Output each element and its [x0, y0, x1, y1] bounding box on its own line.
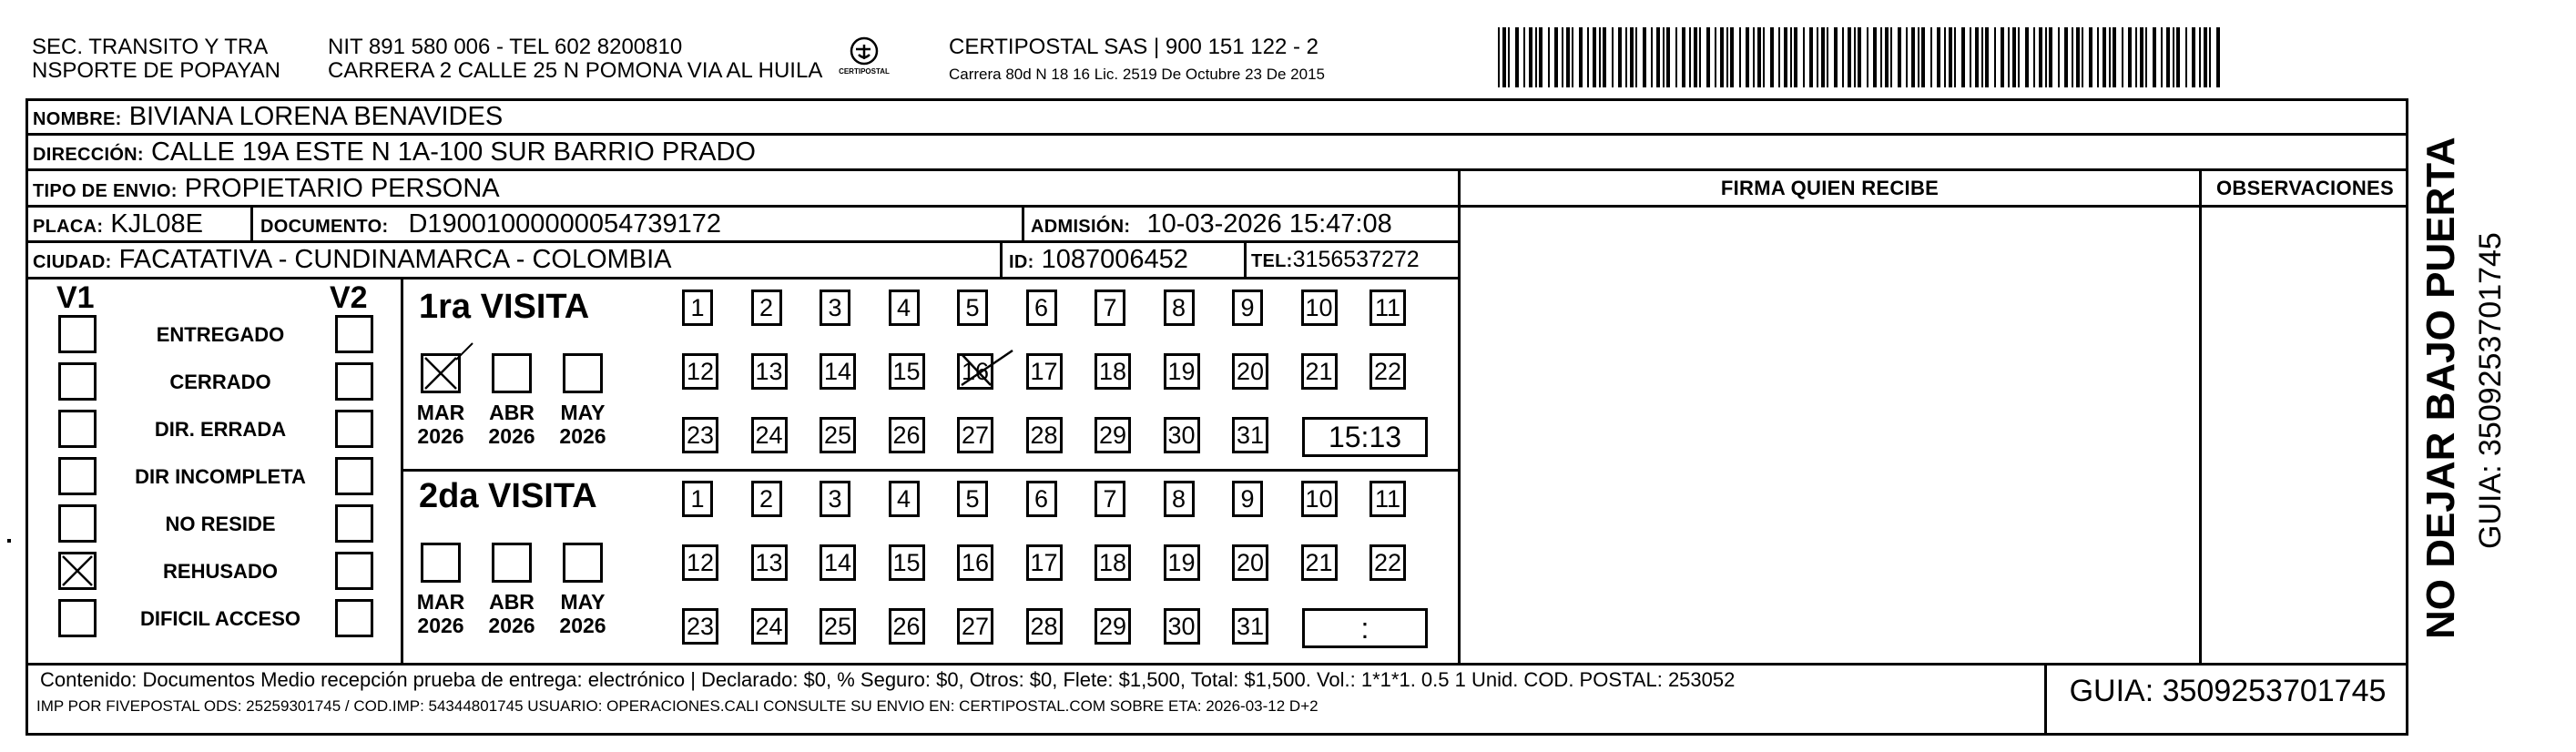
- barcode-bar: [1921, 27, 1925, 87]
- barcode-bar: [1498, 27, 1500, 87]
- side-warning: NO DEJAR BAJO PUERTA: [2418, 137, 2463, 639]
- barcode-bar: [1539, 27, 1543, 87]
- v1-checkbox[interactable]: [58, 362, 97, 401]
- barcode-bar: [1699, 27, 1701, 87]
- barcode-bar: [1746, 27, 1749, 87]
- barcode-bar: [1502, 27, 1506, 87]
- barcode-bar: [1715, 27, 1716, 87]
- barcode-bar: [1757, 27, 1761, 87]
- barcode-bar: [2001, 27, 2004, 87]
- barcode-bar: [1827, 27, 1828, 87]
- barcode-bar: [1675, 27, 1677, 87]
- tel-row: [1251, 244, 1420, 277]
- day-box[interactable]: 5: [957, 290, 988, 326]
- barcode-bar: [1508, 27, 1510, 87]
- barcode-bar: [2173, 27, 2174, 87]
- barcode-bar: [2089, 27, 2092, 87]
- direccion-label: DIRECCIÓN:: [33, 145, 144, 165]
- barcode-bar: [1523, 27, 1525, 87]
- barcode-bar: [1867, 27, 1868, 87]
- month-year: 2026: [559, 424, 606, 448]
- day-box[interactable]: 13: [751, 544, 788, 581]
- day-box[interactable]: 27: [957, 608, 993, 645]
- day-box[interactable]: 10: [1301, 481, 1338, 517]
- day-cross-mark-icon: [958, 349, 1014, 389]
- barcode-bar: [1985, 27, 1989, 87]
- barcode-bar: [1821, 27, 1825, 87]
- barcode-bar: [1535, 27, 1537, 87]
- id-row: [1009, 244, 1188, 278]
- nombre-value: BIVIANA LORENA BENAVIDES: [128, 102, 504, 131]
- v1-label: V1: [56, 280, 95, 315]
- barcode-bar: [2049, 27, 2052, 87]
- barcode-bar: [2018, 27, 2020, 87]
- month-year: 2026: [488, 424, 535, 448]
- barcode-bar: [1603, 27, 1606, 87]
- day-box[interactable]: 9: [1232, 290, 1263, 326]
- barcode-bar: [1630, 27, 1634, 87]
- barcode-bar: [2082, 27, 2083, 87]
- day-box[interactable]: 26: [889, 417, 925, 453]
- day-box[interactable]: 4: [889, 481, 920, 517]
- day-box[interactable]: 10: [1301, 290, 1338, 326]
- barcode-bar: [1906, 27, 1908, 87]
- barcode-bar: [2153, 27, 2156, 87]
- day-box[interactable]: 5: [957, 481, 988, 517]
- firma-header: FIRMA QUIEN RECIBE: [1720, 177, 1940, 199]
- day-box[interactable]: 23: [682, 608, 718, 645]
- v2-checkbox[interactable]: [335, 504, 373, 543]
- day-box[interactable]: 15: [889, 544, 925, 581]
- barcode-bar: [1618, 27, 1622, 87]
- signature-area[interactable]: [1461, 208, 2199, 663]
- admision-value: 10-03-2026 15:47:08: [1146, 209, 1392, 239]
- nit-line: NIT 891 580 006 - TEL 602 8200810: [328, 35, 683, 59]
- barcode-bar: [1954, 27, 1956, 87]
- month-checkbox[interactable]: [421, 543, 461, 583]
- observations-area[interactable]: [2202, 208, 2408, 663]
- barcode-bar: [1794, 27, 1797, 87]
- barcode-bar: [2161, 27, 2163, 87]
- barcode-bar: [1809, 27, 1813, 87]
- barcode-bar: [1689, 27, 1691, 87]
- courier-name: CERTIPOSTAL SAS | 900 151 122 - 2: [949, 35, 1319, 59]
- barcode-bar: [1566, 27, 1570, 87]
- month-label: [480, 590, 544, 637]
- day-box[interactable]: 3: [820, 481, 850, 517]
- barcode-bar: [2025, 27, 2029, 87]
- status-label: ENTREGADO: [156, 323, 285, 346]
- barcode-bar: [1854, 27, 1856, 87]
- day-box[interactable]: 21: [1301, 353, 1338, 390]
- barcode-bar: [1961, 27, 1965, 87]
- barcode-bar: [2097, 27, 2099, 87]
- barcode-bar: [2128, 27, 2132, 87]
- certipostal-logo-icon: [836, 35, 892, 87]
- status-label: DIR INCOMPLETA: [135, 465, 306, 488]
- barcode-bar: [2012, 27, 2016, 87]
- barcode-bar: [2064, 27, 2068, 87]
- barcode-bar: [2204, 27, 2207, 87]
- placa-value: KJL08E: [110, 209, 203, 239]
- barcode-bar: [2192, 27, 2195, 87]
- status-label: REHUSADO: [163, 560, 278, 583]
- v2-checkbox[interactable]: [335, 315, 373, 353]
- time-box[interactable]: 15:13: [1302, 417, 1428, 457]
- barcode-bar: [1930, 27, 1932, 87]
- day-box[interactable]: 1: [682, 481, 713, 517]
- day-box[interactable]: 13: [751, 353, 788, 390]
- barcode-bar: [1898, 27, 1901, 87]
- status-label: DIFICIL ACCESO: [139, 607, 300, 630]
- documento-label: DOCUMENTO:: [260, 217, 389, 237]
- barcode-bar: [2209, 27, 2211, 87]
- admision-label: ADMISIÓN:: [1031, 217, 1131, 237]
- direccion-row: [33, 137, 756, 170]
- day-box[interactable]: 18: [1095, 353, 1131, 390]
- v2-checkbox[interactable]: [335, 362, 373, 401]
- month-label: [480, 401, 544, 448]
- address-line: CARRERA 2 CALLE 25 N POMONA VIA AL HUILA: [328, 58, 823, 83]
- v2-checkbox[interactable]: [335, 410, 373, 448]
- day-box[interactable]: 9: [1232, 481, 1263, 517]
- barcode-bar: [1579, 27, 1583, 87]
- barcode-bar: [1739, 27, 1741, 87]
- barcode-bar: [1562, 27, 1563, 87]
- direccion-value: CALLE 19A ESTE N 1A-100 SUR BARRIO PRADO: [150, 137, 756, 167]
- status-label: DIR. ERRADA: [154, 418, 287, 441]
- barcode-bar: [1694, 27, 1697, 87]
- v1-checkbox[interactable]: [58, 504, 97, 543]
- nombre-label: NOMBRE:: [33, 109, 122, 129]
- barcode-bar: [1730, 27, 1734, 87]
- barcode-bar: [1720, 27, 1724, 87]
- placa-row: [33, 208, 203, 242]
- month-name: MAR: [416, 590, 465, 614]
- month-name: MAY: [560, 590, 606, 614]
- day-box[interactable]: 2: [751, 290, 782, 326]
- barcode-bar: [1770, 27, 1774, 87]
- month-label: [409, 590, 473, 637]
- tipo-row: [33, 173, 500, 207]
- footer-imp-line: IMP POR FIVEPOSTAL ODS: 25259301745 / COD.IMP: 54344801745 USUARIO: OPERACIONES.CALI CONSULTE SU ENVIO EN: CERTIPOSTAL.COM SOBRE ETA: 2026-03-12 D+2: [36, 697, 1319, 715]
- barcode-bar: [1612, 27, 1614, 87]
- x-mark-icon: [61, 554, 94, 587]
- day-box[interactable]: 28: [1026, 417, 1063, 453]
- barcode-bar: [2199, 27, 2201, 87]
- day-box[interactable]: 25: [820, 417, 856, 453]
- barcode-bar: [1994, 27, 1996, 87]
- ciudad-label: CIUDAD:: [33, 252, 112, 272]
- day-box[interactable]: 18: [1095, 544, 1131, 581]
- barcode: [1498, 27, 2226, 87]
- v1-checkbox[interactable]: [58, 457, 97, 495]
- day-box[interactable]: 1: [682, 290, 713, 326]
- tel-label: TEL:: [1251, 251, 1293, 271]
- day-box[interactable]: 3: [820, 290, 850, 326]
- barcode-bar: [1949, 27, 1952, 87]
- barcode-bar: [2045, 27, 2047, 87]
- id-label: ID:: [1009, 252, 1034, 272]
- barcode-bar: [1666, 27, 1670, 87]
- barcode-bar: [2140, 27, 2143, 87]
- certipostal-logo: [836, 35, 892, 87]
- barcode-bar: [1515, 27, 1519, 87]
- logo-text: CERTIPOSTAL: [839, 67, 890, 76]
- issuer-line-2: NSPORTE DE POPAYAN: [32, 58, 280, 83]
- barcode-bar: [2033, 27, 2035, 87]
- status-label: CERRADO: [169, 371, 271, 393]
- barcode-bar: [1599, 27, 1601, 87]
- barcode-bar: [2145, 27, 2147, 87]
- day-box[interactable]: 29: [1095, 417, 1131, 453]
- month-name: ABR: [489, 401, 535, 424]
- month-year: 2026: [417, 424, 464, 448]
- month-label: [551, 590, 615, 637]
- barcode-bar: [1778, 27, 1780, 87]
- tel-value: 3156537272: [1292, 247, 1420, 272]
- day-box[interactable]: 22: [1369, 544, 1406, 581]
- time-box[interactable]: :: [1302, 608, 1428, 648]
- barcode-bar: [2072, 27, 2073, 87]
- day-box[interactable]: 31: [1232, 608, 1268, 645]
- day-box[interactable]: 17: [1026, 353, 1063, 390]
- day-box[interactable]: 20: [1232, 353, 1268, 390]
- barcode-bar: [1587, 27, 1589, 87]
- barcode-bar: [2185, 27, 2187, 87]
- barcode-bar: [1975, 27, 1979, 87]
- status-label: NO RESIDE: [165, 513, 276, 535]
- day-box[interactable]: 27: [957, 417, 993, 453]
- day-box[interactable]: 14: [820, 353, 856, 390]
- tipo-label: TIPO DE ENVIO:: [33, 181, 178, 201]
- month-checkbox[interactable]: [563, 543, 603, 583]
- barcode-bar: [2166, 27, 2170, 87]
- day-box[interactable]: 12: [682, 544, 718, 581]
- barcode-bar: [1753, 27, 1755, 87]
- barcode-bar: [1880, 27, 1882, 87]
- v1-checkbox[interactable]: [58, 599, 97, 637]
- v1-checkbox[interactable]: [58, 552, 97, 590]
- day-box[interactable]: 20: [1232, 544, 1268, 581]
- barcode-bar: [1663, 27, 1665, 87]
- v1-checkbox[interactable]: [58, 410, 97, 448]
- day-box[interactable]: 2: [751, 481, 782, 517]
- barcode-bar: [1803, 27, 1805, 87]
- documento-row: [260, 208, 721, 242]
- month-checkbox[interactable]: [563, 353, 603, 393]
- visit2-title: 2da VISITA: [419, 477, 597, 515]
- day-box[interactable]: 8: [1164, 290, 1195, 326]
- x-mark-icon: [423, 356, 458, 391]
- v2-checkbox[interactable]: [335, 599, 373, 637]
- barcode-bar: [1643, 27, 1646, 87]
- courier-license: Carrera 80d N 18 16 Lic. 2519 De Octubre 23 De 2015: [949, 66, 1325, 83]
- day-box[interactable]: 7: [1095, 290, 1125, 326]
- barcode-bar: [1911, 27, 1915, 87]
- barcode-bar: [1656, 27, 1660, 87]
- day-box[interactable]: 17: [1026, 544, 1063, 581]
- month-year: 2026: [488, 614, 535, 637]
- month-checkbox[interactable]: [492, 353, 532, 393]
- barcode-bar: [1981, 27, 1983, 87]
- barcode-bar: [1554, 27, 1558, 87]
- month-name: MAR: [416, 401, 465, 424]
- barcode-bar: [2176, 27, 2180, 87]
- barcode-bar: [1763, 27, 1765, 87]
- visit1-title: 1ra VISITA: [419, 288, 590, 326]
- day-box[interactable]: 29: [1095, 608, 1131, 645]
- month-name: ABR: [489, 590, 535, 614]
- barcode-bar: [1625, 27, 1627, 87]
- barcode-bar: [2103, 27, 2106, 87]
- pen-stroke-icon: [454, 341, 476, 363]
- barcode-bar: [1842, 27, 1844, 87]
- placa-label: PLACA:: [33, 217, 104, 237]
- barcode-bar: [1858, 27, 1861, 87]
- day-box[interactable]: 4: [889, 290, 920, 326]
- barcode-bar: [1890, 27, 1892, 87]
- barcode-bar: [1848, 27, 1851, 87]
- v2-checkbox[interactable]: [335, 457, 373, 495]
- barcode-bar: [2113, 27, 2116, 87]
- barcode-bar: [1784, 27, 1787, 87]
- day-box[interactable]: 15: [889, 353, 925, 390]
- month-label: [409, 401, 473, 448]
- barcode-bar: [1593, 27, 1596, 87]
- day-box[interactable]: 30: [1164, 608, 1200, 645]
- month-name: MAY: [560, 401, 606, 424]
- barcode-bar: [1726, 27, 1728, 87]
- observaciones-header: OBSERVACIONES: [2215, 177, 2394, 199]
- issuer-line-1: SEC. TRANSITO Y TRA: [32, 35, 269, 59]
- nombre-row: [33, 101, 503, 135]
- day-box[interactable]: 7: [1095, 481, 1125, 517]
- day-box[interactable]: 16: [957, 544, 993, 581]
- barcode-bar: [2008, 27, 2010, 87]
- barcode-bar: [2076, 27, 2080, 87]
- barcode-bar: [2135, 27, 2137, 87]
- day-box[interactable]: 19: [1164, 544, 1200, 581]
- barcode-bar: [1970, 27, 1971, 87]
- barcode-bar: [1651, 27, 1653, 87]
- day-box[interactable]: 6: [1026, 481, 1057, 517]
- barcode-bar: [1529, 27, 1532, 87]
- day-box[interactable]: 24: [751, 608, 788, 645]
- margin-mark: [7, 539, 11, 543]
- footer-guia: GUIA: 3509253701745: [2069, 674, 2387, 708]
- id-value: 1087006452: [1041, 245, 1188, 274]
- v2-label: V2: [330, 280, 368, 315]
- barcode-bar: [2039, 27, 2042, 87]
- barcode-bar: [1834, 27, 1838, 87]
- barcode-bar: [2058, 27, 2060, 87]
- day-box[interactable]: 31: [1232, 417, 1268, 453]
- barcode-bar: [1918, 27, 1919, 87]
- barcode-bar: [1937, 27, 1940, 87]
- footer-content-line: Contenido: Documentos Medio recepción prueba de entrega: electrónico | Declarado: $0, % Seguro: $0, Otros: $0, Flete: $1,500, Total: $1,500. Vol.: 1*1*1. 0.5 1 Unid. COD. POSTAL: 253052: [40, 668, 1736, 691]
- barcode-bar: [1682, 27, 1685, 87]
- day-box[interactable]: 22: [1369, 353, 1406, 390]
- day-box[interactable]: 23: [682, 417, 718, 453]
- ciudad-value: FACATATIVA - CUNDINAMARCA - COLOMBIA: [118, 245, 672, 274]
- day-box[interactable]: 30: [1164, 417, 1200, 453]
- month-checkbox[interactable]: [492, 543, 532, 583]
- barcode-bar: [1572, 27, 1573, 87]
- day-box[interactable]: 11: [1369, 481, 1406, 517]
- day-box[interactable]: 12: [682, 353, 718, 390]
- barcode-bar: [1944, 27, 1946, 87]
- day-box[interactable]: 6: [1026, 290, 1057, 326]
- day-box[interactable]: 25: [820, 608, 856, 645]
- month-label: [551, 401, 615, 448]
- day-box[interactable]: 24: [751, 417, 788, 453]
- month-year: 2026: [417, 614, 464, 637]
- ciudad-row: [33, 244, 672, 278]
- day-box[interactable]: 28: [1026, 608, 1063, 645]
- admision-row: [1031, 208, 1392, 242]
- month-year: 2026: [559, 614, 606, 637]
- barcode-bar: [1817, 27, 1818, 87]
- month-checkbox[interactable]: [421, 353, 461, 393]
- day-box[interactable]: 16: [957, 353, 993, 390]
- barcode-bar: [1635, 27, 1637, 87]
- barcode-bar: [1706, 27, 1710, 87]
- barcode-bar: [2109, 27, 2111, 87]
- v2-checkbox[interactable]: [335, 552, 373, 590]
- documento-value: D19001000000054739172: [408, 209, 721, 239]
- day-box[interactable]: 14: [820, 544, 856, 581]
- tipo-value: PROPIETARIO PERSONA: [184, 174, 500, 203]
- day-box[interactable]: 19: [1164, 353, 1200, 390]
- barcode-bar: [1873, 27, 1877, 87]
- barcode-bar: [1790, 27, 1792, 87]
- barcode-bar: [2216, 27, 2220, 87]
- v1-checkbox[interactable]: [58, 315, 97, 353]
- barcode-bar: [1548, 27, 1550, 87]
- day-box[interactable]: 21: [1301, 544, 1338, 581]
- side-guia: GUIA: 3509253701745: [2473, 232, 2508, 549]
- barcode-bar: [2122, 27, 2123, 87]
- day-box[interactable]: 11: [1369, 290, 1406, 326]
- day-box[interactable]: 8: [1164, 481, 1195, 517]
- barcode-bar: [1885, 27, 1889, 87]
- day-box[interactable]: 26: [889, 608, 925, 645]
